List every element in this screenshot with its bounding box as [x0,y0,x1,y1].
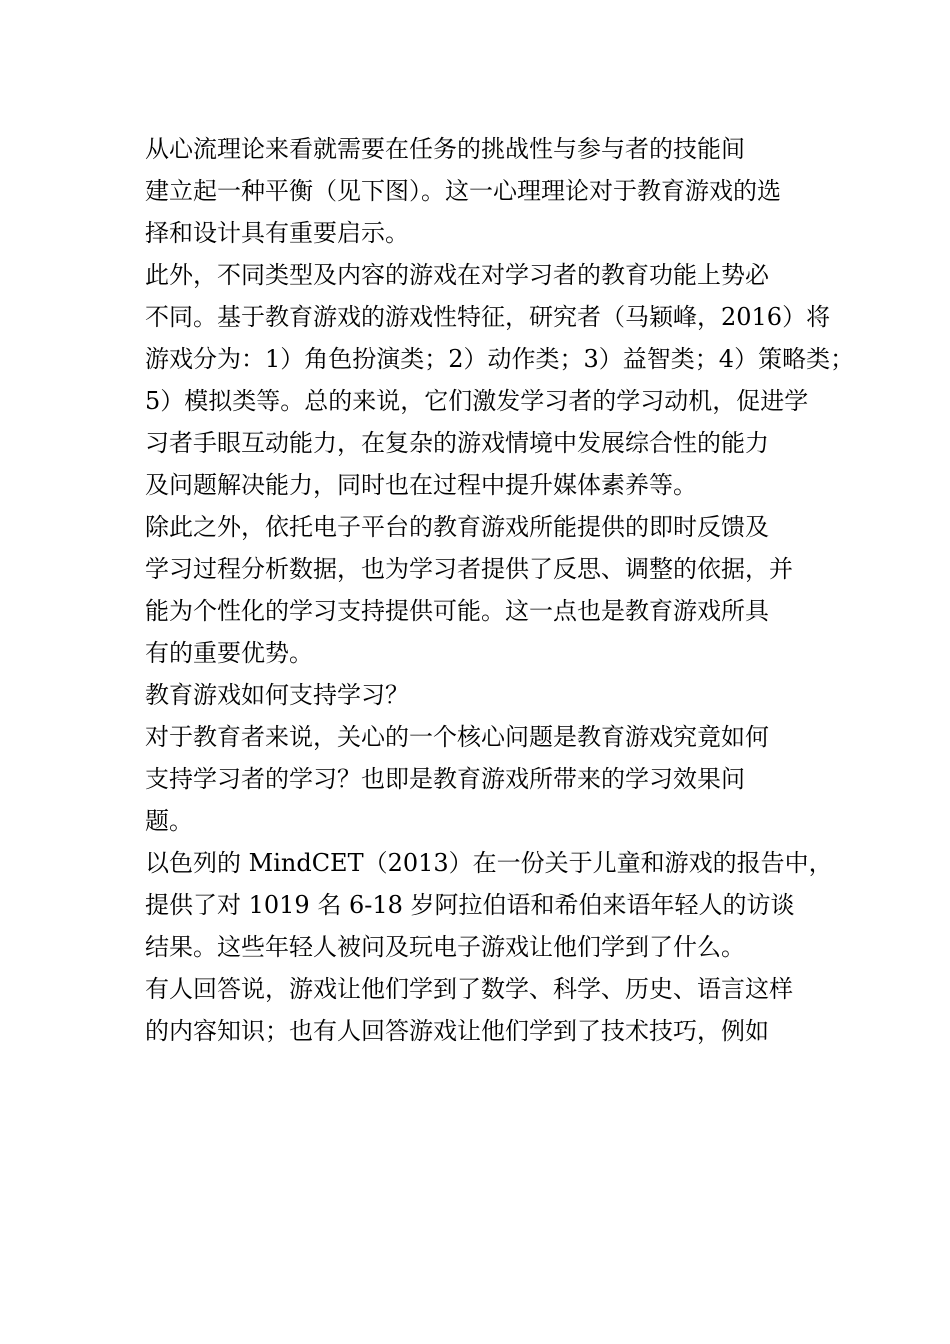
text-line: 以色列的 MindCET（2013）在一份关于儿童和游戏的报告中， [145,849,833,877]
text-line: 此外，不同类型及内容的游戏在对学习者的教育功能上势必 [145,261,769,289]
text-line: 建立起一种平衡（见下图）。这一心理理论对于教育游戏的选 [145,177,781,205]
text-line: 从心流理论来看就需要在任务的挑战性与参与者的技能间 [145,135,745,163]
document-body [145,128,855,1052]
text-line: 不同。基于教育游戏的游戏性特征，研究者（马颖峰，2016）将 [145,303,831,331]
text-line: 能为个性化的学习支持提供可能。这一点也是教育游戏所具 [145,597,769,625]
text-line: 的内容知识；也有人回答游戏让他们学到了技术技巧，例如 [145,1017,769,1045]
section-heading: 教育游戏如何支持学习？ [145,681,409,709]
text-line: 择和设计具有重要启示。 [145,219,409,247]
text-line: 提供了对 1019 名 6-18 岁阿拉伯语和希伯来语年轻人的访谈 [145,891,795,919]
text-line: 游戏分为：1）角色扮演类；2）动作类；3）益智类；4）策略类； [145,345,855,373]
text-line: 题。 [145,807,193,835]
text-line: 5）模拟类等。总的来说，它们激发学习者的学习动机，促进学 [145,387,809,415]
text-line: 对于教育者来说，关心的一个核心问题是教育游戏究竟如何 [145,723,769,751]
text-line: 习者手眼互动能力，在复杂的游戏情境中发展综合性的能力 [145,429,769,457]
text-line: 除此之外，依托电子平台的教育游戏所能提供的即时反馈及 [145,513,769,541]
text-line: 支持学习者的学习？也即是教育游戏所带来的学习效果问 [145,765,745,793]
text-line: 有人回答说，游戏让他们学到了数学、科学、历史、语言这样 [145,975,793,1003]
text-line: 及问题解决能力，同时也在过程中提升媒体素养等。 [145,471,697,499]
text-line: 学习过程分析数据，也为学习者提供了反思、调整的依据，并 [145,555,793,583]
text-line: 结果。这些年轻人被问及玩电子游戏让他们学到了什么。 [145,933,745,961]
text-line: 有的重要优势。 [145,639,313,667]
